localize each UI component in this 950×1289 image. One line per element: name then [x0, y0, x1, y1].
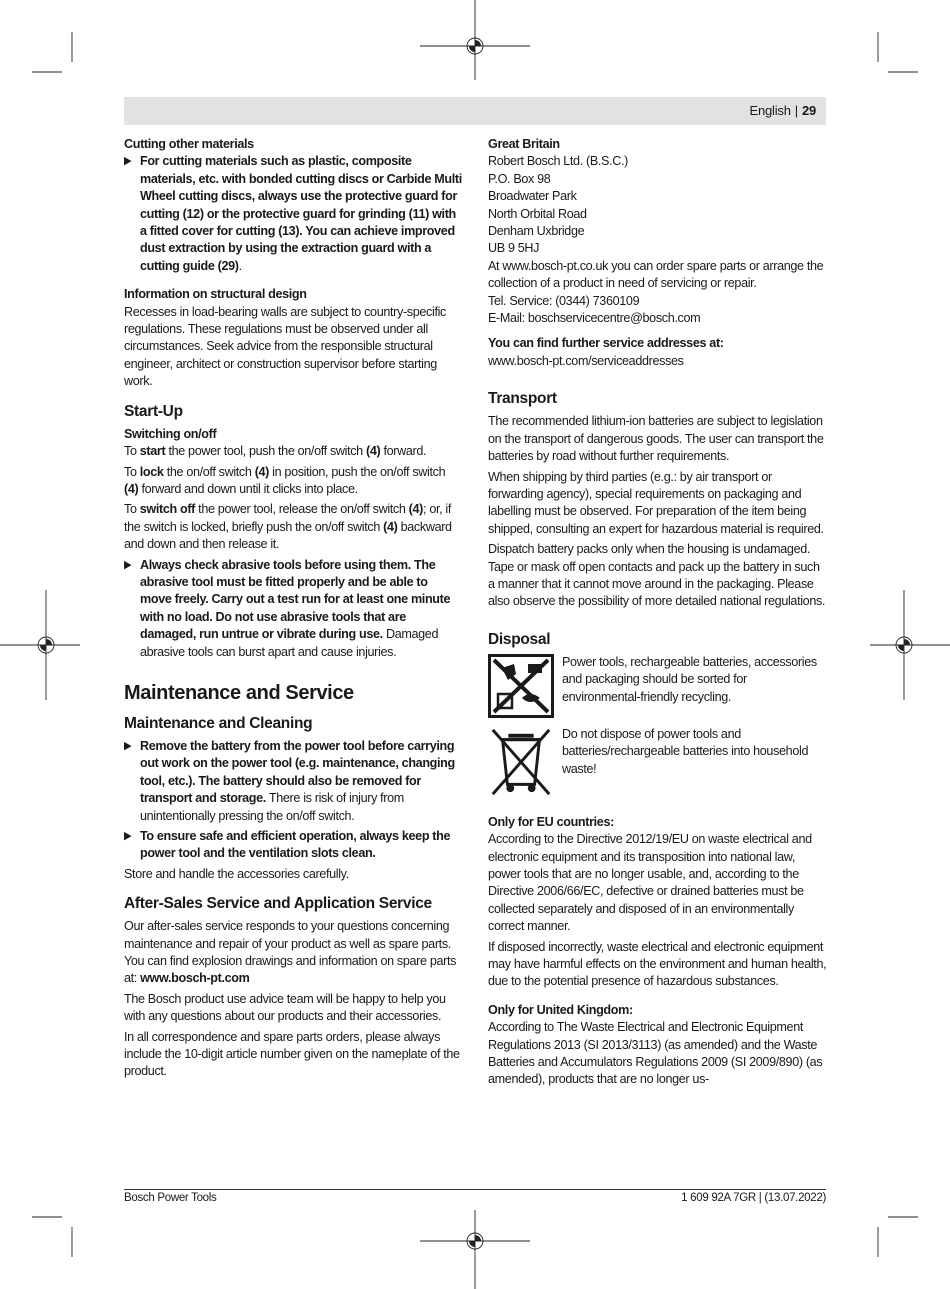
aftersales-url: www.bosch-pt.com [140, 971, 250, 986]
page-number: 29 [801, 103, 816, 118]
startup-heading: Start-Up [124, 402, 183, 420]
footer-brand: Bosch Power Tools [124, 1192, 217, 1204]
structural-text: Recesses in load-bearing walls are subject to country-specific regulations. These regulations must be observed under all circumstances. Seek advice from the responsible structural engineer, architect or construction supervisor before starting work. [124, 304, 446, 389]
right-column [488, 136, 828, 1092]
uk-heading: Only for United Kingdom: [488, 1002, 633, 1017]
footer-rule [124, 1189, 826, 1190]
cutting-warning-rest: . [238, 258, 242, 273]
disposal-recycling-row [488, 654, 828, 718]
transport-text-2: When shipping by third parties (e.g.: by air transport or forwarding agency), special requirements on packaging and labelling must be observed. For preparation of the item being shipped, consulting an expert for hazardous material is required. [488, 469, 824, 536]
uk-text-1: According to The Waste Electrical and Electronic Equipment Regulations 2013 (SI 2013/3113) (as amended) and the Waste Batteries and Accumulators Regulations 2009 (SI 2009/890) (as amended), products that are no longer us- [488, 1020, 823, 1087]
remove-battery-warning: ▶ Remove the battery from the power tool before carrying out work on the power tool (e.g. maintenance, changing tool, etc.). The battery should also be removed for transport and storage. There is risk of injury from unintentionally pressing the on/off switch. [124, 738, 462, 825]
further-url: www.bosch-pt.com/serviceaddresses [488, 353, 684, 368]
gb-tel: Tel. Service: (0344) 7360109 [488, 293, 640, 308]
keep-clean-warning: ▶ To ensure safe and efficient operation, always keep the power tool and the ventilation slots clean. [124, 828, 462, 863]
bullet-triangle-icon: ▶ [124, 155, 132, 168]
aftersales-text-2: The Bosch product use advice team will be happy to help you with any questions about our products and their accessories. [124, 991, 446, 1024]
header-language: English [749, 103, 791, 118]
crossed-out-wheelie-bin-icon [488, 726, 554, 798]
gb-heading: Great Britain [488, 137, 560, 151]
aftersales-text-3: In all correspondence and spare parts orders, please always include the 10-digit article number given on the nameplate of the product. [124, 1029, 460, 1079]
switch-off-instruction: To switch off the power tool, release the on/off switch (4); or, if the switch is locked, briefly push the on/off switch (4) backward and down and then release it. [124, 502, 452, 552]
disposal-text-1: Power tools, rechargeable batteries, accessories and packaging should be sorted for environmental-friendly recycling. [562, 654, 817, 704]
left-column [124, 136, 462, 1084]
gb-address: Robert Bosch Ltd. (B.S.C.) P.O. Box 98 Broadwater Park North Orbital Road Denham Uxbridge UB 9 5HJ At www.bosch-pt.co.uk you can order spare parts or arrange the collection of a product in need of servicing or repair. Tel. Service: (0344) 7360109 E-Mail: boschservicecentre@bosch.com [488, 153, 828, 327]
transport-text-1: The recommended lithium-ion batteries are subject to legislation on the transport of dangerous goods. The user can transport the batteries by road without further requirements. [488, 414, 824, 464]
aftersales-text-1: Our after-sales service responds to your questions concerning maintenance and repair of your product as well as spare parts. You can find explosion drawings and information on spare parts at: www.bosch-pt.com [124, 919, 457, 986]
eu-text-2: If disposed incorrectly, waste electrical and electronic equipment may have harmful effects on the environment and human health, due to the potential presence of hazardous substances. [488, 939, 827, 989]
maintenance-chapter-title: Maintenance and Service [124, 681, 354, 704]
eu-heading: Only for EU countries: [488, 814, 614, 829]
transport-heading: Transport [488, 390, 557, 408]
store-text: Store and handle the accessories carefully. [124, 866, 349, 881]
switching-heading: Switching on/off [124, 426, 217, 441]
transport-text-3: Dispatch battery packs only when the housing is undamaged. Tape or mask off open contacts and pack up the battery in such a manner that it cannot move around in the packaging. Please also observe the possibility of more detailed national regulations. [488, 542, 826, 609]
cleaning-heading: Maintenance and Cleaning [124, 714, 313, 732]
footer-doc-number: 1 609 92A 7GR | (13.07.2022) [681, 1192, 826, 1204]
disposal-text-2: Do not dispose of power tools and batteries/rechargeable batteries into household waste! [562, 726, 809, 776]
abrasive-check-warning: ▶ Always check abrasive tools before using them. The abrasive tool must be fitted properly and be able to move freely. Carry out a test run for at least one minute with no load. Do not use abrasive tools that are damaged, run untrue or vibrate during use. Damaged abrasive tools can burst apart and cause injuries. [124, 557, 462, 661]
bullet-triangle-icon: ▶ [124, 558, 132, 571]
eu-text-1: According to the Directive 2012/19/EU on waste electrical and electronic equipment and its transposition into national law, power tools that are no longer usable, and, according to the Directive 2006/66/EC, defective or drained batteries must be collected separately and disposed of in an environmentally correct manner. [488, 832, 812, 934]
header-text: English | 29 [749, 103, 816, 118]
disposal-heading: Disposal [488, 630, 551, 648]
cutting-warning-bold: For cutting materials such as plastic, composite materials, etc. with bonded cutting discs or Carbide Multi Wheel cutting discs, always use the protective guard for cutting (12) or the protective guard for grinding (11) with a fitted cover for cutting (13). You can achieve improved dust extraction by using the extraction guard with a cutting guide (29) [140, 154, 462, 273]
aftersales-heading: After-Sales Service and Application Service [124, 895, 432, 913]
cutting-heading: Cutting other materials [124, 137, 254, 151]
gb-order-text: At www.bosch-pt.co.uk you can order spare parts or arrange the collection of a product in need of servicing or repair. [488, 258, 824, 291]
lock-instruction: To lock the on/off switch (4) in position, push the on/off switch (4) forward and down until it clicks into place. [124, 464, 446, 496]
bullet-triangle-icon: ▶ [124, 739, 132, 752]
further-heading: You can find further service addresses at: [488, 336, 724, 351]
gb-email: E-Mail: boschservicecentre@bosch.com [488, 311, 701, 326]
cutting-warning [124, 153, 462, 275]
running-header [124, 97, 826, 125]
structural-heading: Information on structural design [124, 287, 307, 302]
recycle-pictogram-icon [488, 654, 554, 718]
disposal-bin-row [488, 726, 828, 798]
start-instruction: To start the power tool, push the on/off switch (4) forward. [124, 444, 427, 459]
bullet-triangle-icon: ▶ [124, 830, 132, 842]
